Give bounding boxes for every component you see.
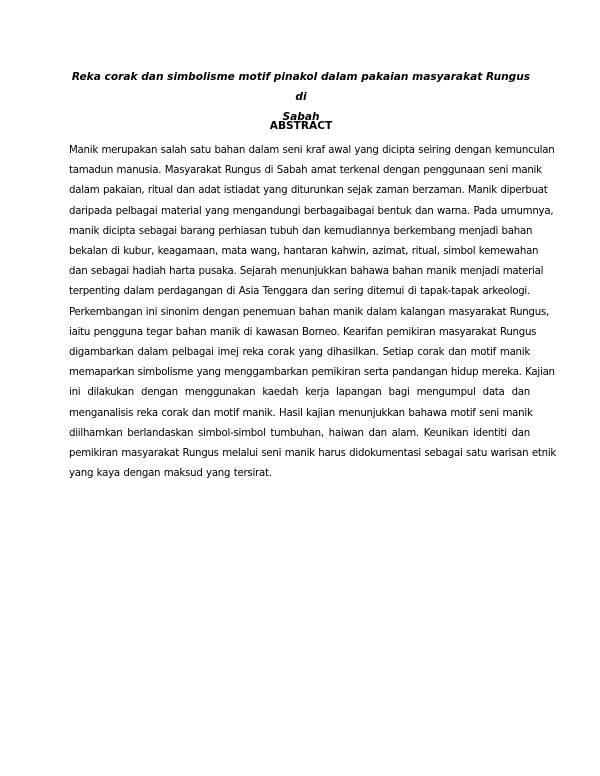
abstract-line: tamadun manusia. Masyarakat Rungus di Sabah amat terkenal dengan penggunaan seni manik [69,165,542,177]
abstract-line: ini dilakukan dengan menggunakan kaedah kerja lapangan bagi mengumpul data dan [69,387,530,399]
abstract-line: terpenting dalam perdagangan di Asia Tenggara dan sering ditemui di tapak-tapak arkeologi. [69,286,530,298]
abstract-line: bekalan di kubur, keagamaan, mata wang, hantaran kahwin, azimat, ritual, simbol kemewahan [69,246,539,258]
abstract-line: Perkembangan ini sinonim dengan penemuan bahan manik dalam kalangan masyarakat Rungus, [69,306,549,318]
paper-title-line-1: Reka corak dan simbolisme motif pinakol dalam pakaian masyarakat Rungus di [71,71,531,103]
abstract-line: iaitu pengguna tegar bahan manik di kawasan Borneo. Kearifan pemikiran masyarakat Rungus [69,326,537,338]
abstract-line: diilhamkan berlandaskan simbol-simbol tumbuhan, haiwan dan alam. Keunikan identiti dan [69,427,530,439]
abstract-line: dan sebagai hadiah harta pusaka. Sejarah menunjukkan bahawa bahan manik menjadi material [69,266,544,278]
abstract-line: memaparkan simbolisme yang menggambarkan pemikiran serta pandangan hidup mereka. Kajian [69,367,555,379]
abstract-line: dalam pakaian, ritual dan adat istiadat yang diturunkan sejak zaman berzaman. Manik diperbuat [69,185,548,197]
abstract-heading: ABSTRACT [269,120,333,132]
abstract-line: menganalisis reka corak dan motif manik. Hasil kajian menunjukkan bahawa motif seni manik [69,407,533,419]
abstract-line: yang kaya dengan maksud yang tersirat. [69,468,272,480]
abstract-body [69,141,557,484]
paper-title-line-2: Sabah [282,111,320,123]
abstract-line: digambarkan dalam pelbagai imej reka corak yang dihasilkan. Setiap corak dan motif manik [69,347,530,359]
abstract-line: pemikiran masyarakat Rungus melalui seni manik harus didokumentasi sebagai satu warisan etnik [69,448,557,460]
abstract-line: Manik merupakan salah satu bahan dalam seni kraf awal yang dicipta seiring dengan kemunculan [69,145,555,156]
abstract-line: manik dicipta sebagai barang perhiasan tubuh dan kemudiannya berkembang menjadi bahan [69,225,533,237]
abstract-line: daripada pelbagai material yang mengandungi berbagaibagai bentuk dan warna. Pada umumnya, [69,205,554,217]
